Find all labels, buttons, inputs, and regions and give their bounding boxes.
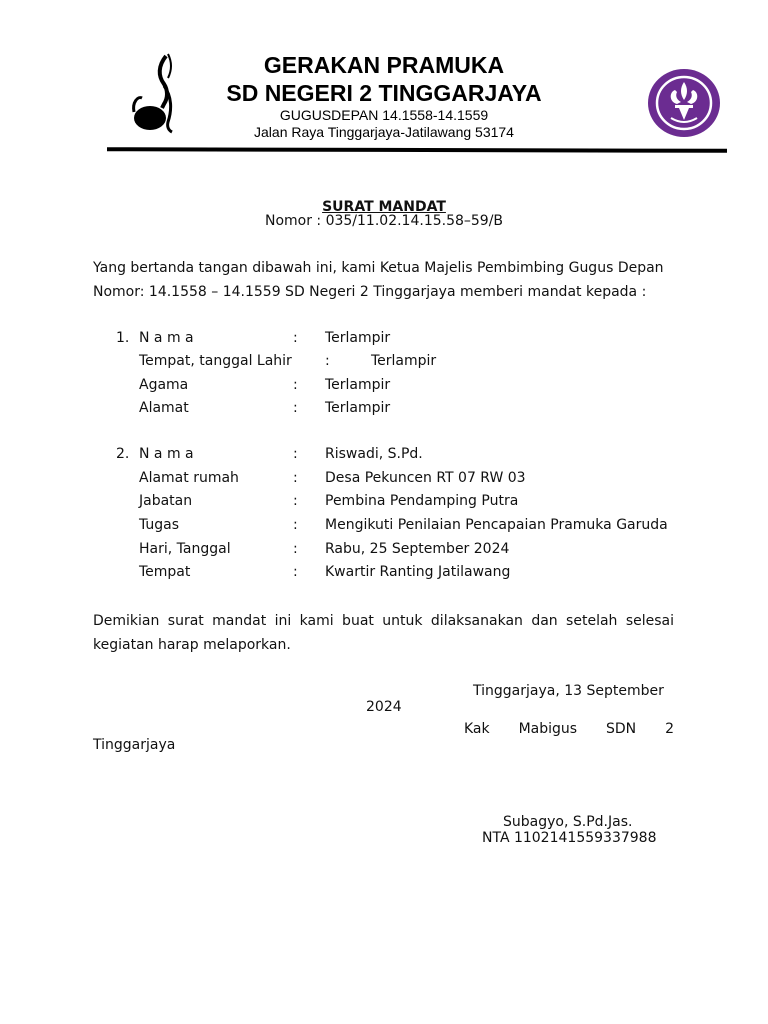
field-value: Mengikuti Penilaian Pencapaian Pramuka Garuda <box>325 517 668 533</box>
place-date-year: 2024 <box>366 699 402 715</box>
field-value: Terlampir <box>371 353 437 369</box>
field-label: N a m a <box>139 330 194 346</box>
field-colon: : <box>293 330 298 346</box>
letterhead-address: Jalan Raya Tinggarjaya-Jatilawang 53174 <box>254 124 514 140</box>
field-label: Tugas <box>139 517 180 533</box>
signer-title-word: 2 <box>665 721 674 737</box>
signer-title-continued: Tinggarjaya <box>93 737 176 753</box>
field-label: Alamat rumah <box>139 470 239 486</box>
letter-number: Nomor : 035/11.02.14.15.58–59/B <box>264 213 504 229</box>
closing-line-2: kegiatan harap melaporkan. <box>93 637 291 653</box>
field-label: Jabatan <box>139 493 193 509</box>
field-label: Alamat <box>139 400 189 416</box>
place-date: Tinggarjaya, 13 September <box>473 683 664 699</box>
field-value: Terlampir <box>325 377 391 393</box>
signer-name: Subagyo, S.Pd.Jas. <box>503 814 633 830</box>
letter-heading: SURAT MANDAT <box>322 199 446 215</box>
intro-line-1: Yang bertanda tangan dibawah ini, kami Ketua Majelis Pembimbing Gugus Depan <box>93 260 664 276</box>
field-colon: : <box>293 400 298 416</box>
field-label: Agama <box>139 377 189 393</box>
field-colon: : <box>293 517 298 533</box>
organization-title: GERAKAN PRAMUKA <box>263 52 505 78</box>
field-value: Kwartir Ranting Jatilawang <box>325 564 511 580</box>
field-colon: : <box>293 564 298 580</box>
field-value: Terlampir <box>325 400 391 416</box>
signer-title-word: Kak <box>464 721 490 737</box>
closing-line-1: Demikian surat mandat ini kami buat untuk dilaksanakan dan setelah selesai <box>93 613 674 629</box>
school-title: SD NEGERI 2 TINGGARJAYA <box>226 80 542 106</box>
field-value: Riswadi, S.Pd. <box>325 446 423 462</box>
field-colon: : <box>293 377 298 393</box>
gugusdepan-number: GUGUSDEPAN 14.1558-14.1559 <box>279 107 489 123</box>
field-label: Hari, Tanggal <box>139 541 231 557</box>
letterhead-divider <box>107 147 727 153</box>
signer-title-word: Mabigus <box>518 721 578 737</box>
signer-title-word: SDN <box>606 721 637 737</box>
field-label: N a m a <box>139 446 194 462</box>
field-colon: : <box>293 541 298 557</box>
field-label: Tempat <box>139 564 191 580</box>
field-colon: : <box>325 353 330 369</box>
field-value: Pembina Pendamping Putra <box>325 493 519 509</box>
field-colon: : <box>293 493 298 509</box>
field-colon: : <box>293 470 298 486</box>
signer-nta: NTA 1102141559337988 <box>482 830 657 846</box>
field-colon: : <box>293 446 298 462</box>
field-value: Desa Pekuncen RT 07 RW 03 <box>325 470 526 486</box>
signer-title <box>464 718 674 742</box>
intro-line-2: Nomor: 14.1558 – 14.1559 SD Negeri 2 Tinggarjaya memberi mandat kepada : <box>93 284 647 300</box>
person-2-number: 2. <box>116 446 130 462</box>
person-1-number: 1. <box>116 330 130 346</box>
field-value: Terlampir <box>325 330 391 346</box>
field-value: Rabu, 25 September 2024 <box>325 541 510 557</box>
field-label: Tempat, tanggal Lahir <box>139 353 292 369</box>
